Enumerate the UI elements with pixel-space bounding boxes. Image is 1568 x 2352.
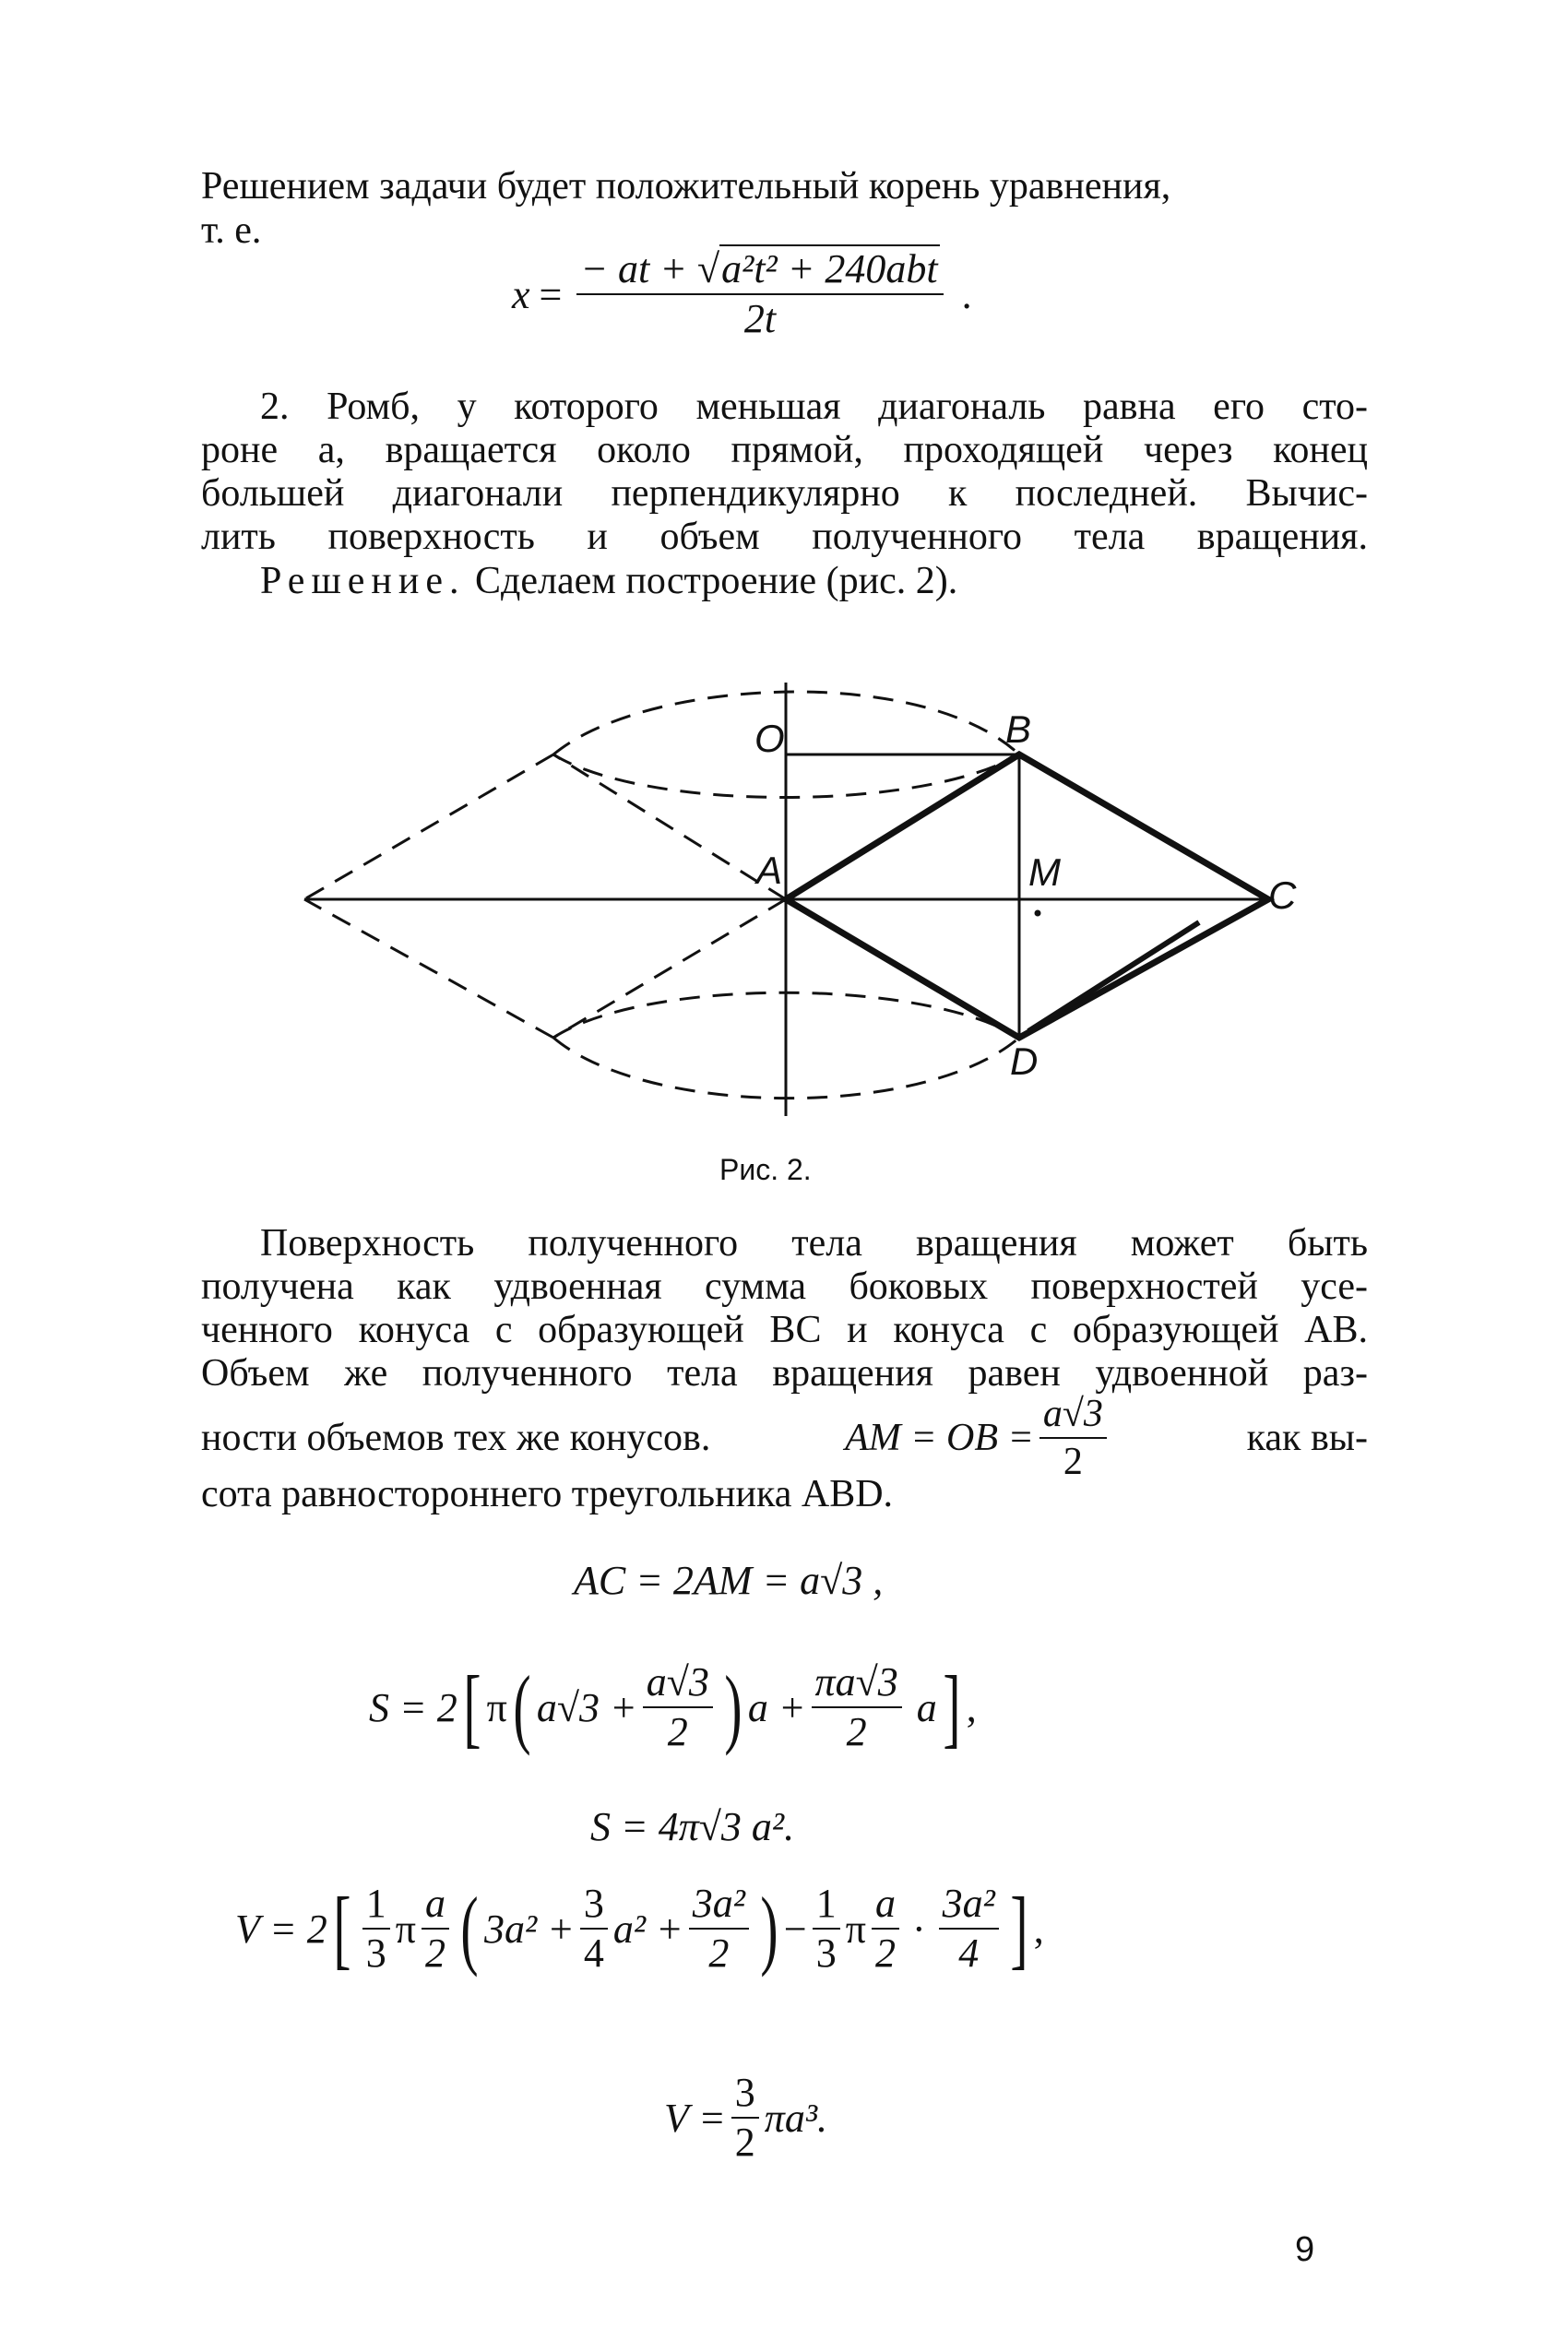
body-line4: Объем же полученного тела вращения равен удвоенной раз- bbox=[201, 1352, 1368, 1395]
problem2-line4: лить поверхность и объем полученного тела вращения. bbox=[201, 516, 1368, 558]
v-f2 bbox=[422, 1882, 449, 1977]
v-f3-den: 4 bbox=[583, 1930, 604, 1977]
v-f7-num: 3a² bbox=[939, 1882, 999, 1930]
line5-end: как вы- bbox=[1246, 1417, 1368, 1460]
page-number: 9 bbox=[1295, 2230, 1315, 2269]
num-prefix: − at + bbox=[580, 246, 687, 291]
s-comma: , bbox=[966, 1684, 977, 1730]
line5-start: ности объемов тех же конусов. bbox=[201, 1417, 711, 1460]
line5-eq: AM = OB = bbox=[845, 1417, 1034, 1460]
v-f3 bbox=[580, 1882, 608, 1977]
label-b: B bbox=[1005, 707, 1032, 751]
v-term2: a² + bbox=[612, 1906, 683, 1952]
para1-line1: Решением задачи будет положительный корень уравнения, bbox=[201, 165, 1171, 208]
v-f7 bbox=[939, 1882, 999, 1977]
vr-rest: πa³. bbox=[764, 2095, 828, 2141]
vr-lhs: V = bbox=[664, 2095, 726, 2141]
para1-line2: т. е. bbox=[201, 209, 262, 252]
vr-den: 2 bbox=[734, 2120, 755, 2166]
body-line6: сота равностороннего треугольника ABD. bbox=[201, 1473, 894, 1515]
label-d: D bbox=[1010, 1039, 1039, 1083]
v-f2-num: a bbox=[422, 1882, 449, 1930]
v-bracket-close: ] bbox=[1010, 1879, 1028, 1978]
cd-stroke bbox=[1028, 922, 1199, 1031]
equation-ac: AC = 2AM = a√3 , bbox=[574, 1558, 884, 1603]
v-f6-den: 2 bbox=[874, 1930, 896, 1977]
x-denominator: 2t bbox=[743, 296, 777, 342]
line5-frac bbox=[1039, 1393, 1107, 1483]
s-frac2 bbox=[812, 1660, 902, 1755]
v-f4-num: 3a² bbox=[689, 1882, 749, 1930]
v-f5-num: 1 bbox=[813, 1882, 840, 1930]
problem2-line2: роне a, вращается около прямой, проходящей через конец bbox=[201, 429, 1368, 471]
v-lhs: V = 2 bbox=[235, 1906, 327, 1952]
x-var: x bbox=[512, 271, 530, 317]
label-m: M bbox=[1028, 850, 1061, 894]
s-bracket-open: [ bbox=[463, 1657, 481, 1757]
label-a: A bbox=[756, 849, 783, 892]
s-frac1 bbox=[643, 1660, 713, 1755]
dash-lower-left bbox=[304, 899, 553, 1038]
v-f2-den: 2 bbox=[424, 1930, 445, 1977]
v-f7-den: 4 bbox=[958, 1930, 980, 1977]
v-f6 bbox=[872, 1882, 899, 1977]
v-f5 bbox=[813, 1882, 840, 1977]
label-c: C bbox=[1268, 873, 1297, 917]
s-paren-close: ) bbox=[724, 1657, 742, 1757]
s-pi: π bbox=[486, 1684, 507, 1730]
dash-upper-left bbox=[304, 754, 553, 899]
v-paren-close: ) bbox=[760, 1879, 778, 1978]
s-frac2-den: 2 bbox=[846, 1709, 867, 1755]
s-frac1-den: 2 bbox=[667, 1709, 688, 1755]
point-m bbox=[1035, 910, 1040, 916]
radicand: a²t² + 240abt bbox=[721, 246, 938, 291]
sqrt-sign: √a²t² + 240abt bbox=[696, 246, 938, 291]
line5-frac-num: a√3 bbox=[1039, 1393, 1107, 1439]
problem2-line1: 2. Ромб, у которого меньшая диагональ равна его сто- bbox=[260, 386, 1368, 428]
body-line5 bbox=[201, 1393, 1368, 1483]
figure-caption: Рис. 2. bbox=[719, 1153, 812, 1186]
equation-v bbox=[235, 1879, 1044, 1978]
s-bracket-close: ] bbox=[943, 1657, 961, 1757]
v-minus: − bbox=[783, 1906, 807, 1952]
solution-text: Сделаем построение (рис. 2). bbox=[475, 560, 958, 602]
vr-frac bbox=[731, 2071, 759, 2166]
s-paren-open: ( bbox=[513, 1657, 531, 1757]
v-term1: 3a² + bbox=[483, 1906, 575, 1952]
v-f1-den: 3 bbox=[365, 1930, 386, 1977]
body-line3: ченного конуса с образующей BC и конуса с образующей AB. bbox=[201, 1309, 1368, 1351]
v-f1-num: 1 bbox=[362, 1882, 390, 1930]
line5-formula bbox=[845, 1393, 1112, 1483]
v-dot: · bbox=[911, 1906, 926, 1952]
s-a-plus: a + bbox=[747, 1684, 806, 1730]
equation-s bbox=[369, 1657, 977, 1757]
s-a-sqrt3: a√3 + bbox=[536, 1684, 637, 1730]
solution-label: Решение. bbox=[260, 560, 466, 602]
eq-end: . bbox=[961, 271, 972, 317]
v-bracket-open: [ bbox=[333, 1879, 351, 1978]
v-f6-num: a bbox=[872, 1882, 899, 1930]
s-frac1-num: a√3 bbox=[643, 1660, 713, 1708]
vr-num: 3 bbox=[731, 2071, 759, 2119]
v-comma: , bbox=[1033, 1906, 1044, 1952]
v-f4 bbox=[689, 1882, 749, 1977]
s-frac2-num: πa√3 bbox=[812, 1660, 902, 1708]
v-f1 bbox=[362, 1882, 390, 1977]
equation-s-result: S = 4π√3 a². bbox=[590, 1804, 795, 1849]
equation-v-result bbox=[664, 2071, 827, 2166]
problem2-line3: большей диагонали перпендикулярно к последней. Вычис- bbox=[201, 472, 1368, 515]
v-pi: π bbox=[395, 1906, 416, 1952]
v-f5-den: 3 bbox=[815, 1930, 837, 1977]
v-f3-num: 3 bbox=[580, 1882, 608, 1930]
s-lhs: S = 2 bbox=[369, 1684, 457, 1730]
label-o: O bbox=[754, 717, 785, 760]
v-f4-den: 2 bbox=[708, 1930, 730, 1977]
body-line2: получена как удвоенная сумма боковых поверхностей усе- bbox=[201, 1265, 1368, 1308]
line5-frac-den: 2 bbox=[1063, 1441, 1083, 1484]
s-a-end: a bbox=[916, 1684, 937, 1730]
v-paren-open: ( bbox=[460, 1879, 479, 1978]
eq-sign: = bbox=[539, 271, 563, 317]
dash-a-lower bbox=[553, 899, 786, 1038]
dash-a-upper bbox=[553, 754, 786, 899]
v-pi2: π bbox=[845, 1906, 866, 1952]
body-line1: Поверхность полученного тела вращения может быть bbox=[260, 1222, 1368, 1265]
